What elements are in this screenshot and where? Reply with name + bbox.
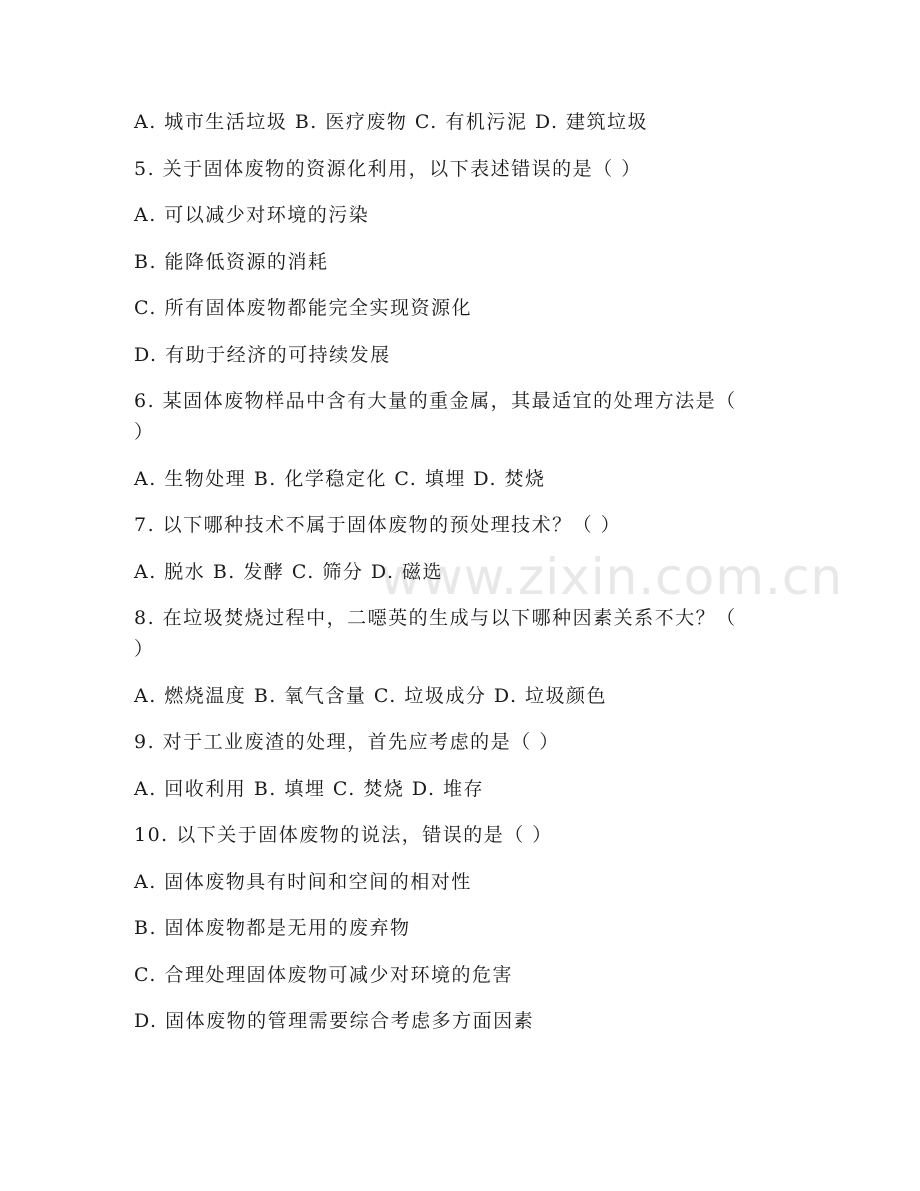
q4-options: A. 城市生活垃圾 B. 医疗废物 C. 有机污泥 D. 建筑垃圾	[134, 111, 649, 133]
q5-option-d: D. 有助于经济的可持续发展	[134, 344, 391, 366]
q10-option-b: B. 固体废物都是无用的废弃物	[134, 917, 411, 939]
watermark: www.zixin.com.cn	[380, 548, 844, 606]
q10-option-d: D. 固体废物的管理需要综合考虑多方面因素	[134, 1010, 535, 1032]
q9-stem: 9. 对于工业废渣的处理，首先应考虑的是（ ）	[134, 731, 560, 753]
q6-options: A. 生物处理 B. 化学稳定化 C. 填埋 D. 焚烧	[134, 468, 546, 490]
q5-option-b: B. 能降低资源的消耗	[134, 251, 329, 273]
q10-option-c: C. 合理处理固体废物可减少对环境的危害	[134, 964, 513, 986]
q5-option-c: C. 所有固体废物都能完全实现资源化	[134, 297, 472, 319]
q5-stem: 5. 关于固体废物的资源化利用，以下表述错误的是（ ）	[134, 158, 642, 180]
q8-options: A. 燃烧温度 B. 氧气含量 C. 垃圾成分 D. 垃圾颜色	[134, 685, 608, 707]
q8-stem: 8. 在垃圾焚烧过程中，二噁英的生成与以下哪种因素关系不大？（	[134, 607, 737, 629]
q5-option-a: A. 可以减少对环境的污染	[134, 204, 370, 226]
q8-stem-continued: ）	[134, 638, 155, 660]
q7-options: A. 脱水 B. 发酵 C. 筛分 D. 磁选	[134, 561, 444, 583]
q10-option-a: A. 固体废物具有时间和空间的相对性	[134, 871, 472, 893]
q9-options: A. 回收利用 B. 填埋 C. 焚烧 D. 堆存	[134, 778, 485, 800]
q6-stem-continued: ）	[134, 421, 155, 443]
q10-stem: 10. 以下关于固体废物的说法，错误的是（ ）	[134, 824, 553, 846]
q6-stem: 6. 某固体废物样品中含有大量的重金属，其最适宜的处理方法是（	[134, 390, 737, 412]
q7-stem: 7. 以下哪种技术不属于固体废物的预处理技术？（ ）	[134, 514, 622, 536]
